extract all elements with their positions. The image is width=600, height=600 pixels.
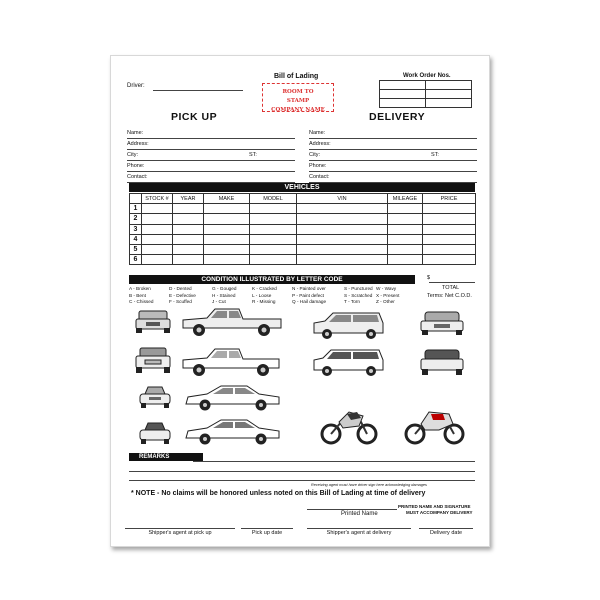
receiving-agent-note: Receiving agent must have driver sign here acknowledging damages — [311, 483, 427, 487]
condition-code: B - Bent — [129, 292, 146, 298]
sedan-front-icon — [137, 384, 173, 414]
dollar-sign: $ — [427, 275, 431, 281]
shipper-delivery-label: Shipper's agent at delivery — [326, 530, 392, 536]
condition-code: T - Torn — [344, 299, 360, 304]
driver-label: Driver: — [127, 83, 145, 89]
suv-rear-icon — [419, 348, 465, 376]
suv-side-2-icon — [311, 348, 386, 378]
condition-code: P - Paint defect — [292, 292, 324, 298]
pickup-contact-label: Contact: — [127, 174, 148, 180]
remarks-line-2[interactable] — [129, 471, 475, 472]
delivery-heading: DELIVERY — [369, 111, 426, 123]
work-order-table[interactable] — [379, 80, 472, 108]
claims-note: * NOTE - No claims will be honored unless noted on this Bill of Lading at time of delivery — [131, 490, 426, 497]
condition-code: Q - Hail damage — [292, 299, 327, 304]
truck-front-icon — [133, 309, 173, 333]
pickup-phone-label: Phone: — [127, 163, 145, 169]
motorcycle-icon — [319, 406, 379, 446]
delivery-date-label: Delivery date — [429, 530, 463, 536]
table-row: 4 — [130, 234, 476, 244]
col-price: PRICE — [423, 194, 476, 204]
table-row: 1 — [130, 204, 476, 214]
condition-code-column — [292, 286, 326, 306]
condition-code: W - Wavy — [376, 286, 397, 291]
condition-code: F - Scuffed — [169, 299, 192, 304]
delivery-city-field[interactable] — [309, 160, 477, 161]
suv-side-icon — [311, 311, 386, 341]
condition-code-column — [129, 286, 154, 306]
condition-heading: CONDITION ILLUSTRATED BY LETTER CODE — [129, 275, 415, 284]
condition-code: L - Loose — [252, 292, 272, 298]
stamp-area: ROOM TO STAMP COMPANY NAME — [262, 83, 334, 112]
delivery-contact-label: Contact: — [309, 174, 330, 180]
delivery-address-field[interactable] — [309, 149, 477, 150]
printed-name-label: Printed Name — [341, 511, 378, 517]
vehicles-header-row — [130, 194, 476, 204]
delivery-city-label: City: — [309, 152, 320, 158]
col-model: MODEL — [250, 194, 297, 204]
condition-code: N - Painted over — [292, 286, 326, 291]
condition-code-column — [252, 286, 277, 306]
delivery-address-label: Address: — [309, 141, 331, 147]
condition-code: K - Cracked — [252, 286, 277, 291]
condition-code: D - Dented — [169, 286, 192, 291]
condition-code: A - Broken — [129, 286, 151, 291]
table-row: 2 — [130, 214, 476, 224]
col-make: MAKE — [204, 194, 250, 204]
total-field[interactable] — [429, 282, 475, 283]
condition-code: H - Stained — [212, 292, 236, 298]
pickup-date-label: Pick up date — [251, 530, 283, 536]
delivery-st-label: ST: — [431, 152, 439, 158]
motorcycle-2-icon — [403, 406, 467, 446]
terms-label: Terms: Net C.O.D. — [427, 293, 472, 299]
remarks-line-3[interactable] — [129, 480, 475, 481]
pickup-heading: PICK UP — [171, 111, 218, 123]
driver-line[interactable] — [153, 90, 243, 91]
sedan-side-2-icon — [183, 418, 283, 448]
bill-of-lading-form — [110, 55, 490, 547]
delivery-date-line[interactable] — [419, 528, 473, 529]
pickup-city-field[interactable] — [127, 160, 295, 161]
suv-front-icon — [419, 310, 465, 336]
vehicles-heading: VEHICLES — [129, 183, 475, 192]
condition-code-column — [344, 286, 373, 306]
condition-code: S - Punctured — [344, 286, 373, 291]
delivery-name-label: Name: — [309, 130, 326, 136]
work-order-label: Work Order Nos. — [403, 73, 451, 79]
shipper-pickup-line[interactable] — [125, 528, 235, 529]
condition-code: G - Gouged — [212, 286, 237, 291]
pickup-truck-side-icon — [179, 306, 285, 338]
condition-code: S - Scratched — [344, 292, 373, 298]
condition-code: E - Defective — [169, 292, 196, 298]
shipper-pickup-label: Shipper's agent at pick up — [148, 530, 212, 536]
sedan-side-icon — [183, 384, 283, 414]
pickup-city-label: City: — [127, 152, 138, 158]
col-year: YEAR — [173, 194, 204, 204]
table-row: 5 — [130, 244, 476, 254]
condition-code-column — [169, 286, 196, 306]
condition-code: C - Chissed — [129, 299, 154, 304]
pickup-name-label: Name: — [127, 130, 144, 136]
pickup-name-field[interactable] — [127, 138, 295, 139]
col-stock: STOCK # — [142, 194, 173, 204]
col-mileage: MILEAGE — [388, 194, 423, 204]
condition-code: Z - Other — [376, 299, 395, 304]
condition-code-column — [212, 286, 237, 306]
vehicles-table — [129, 193, 476, 265]
pickup-st-label: ST: — [249, 152, 257, 158]
remarks-heading: REMARKS — [129, 453, 203, 461]
table-row: 3 — [130, 224, 476, 234]
pickup-date-line[interactable] — [241, 528, 293, 529]
pickup-truck-side-2-icon — [179, 346, 283, 378]
total-label: TOTAL — [442, 285, 460, 291]
printed-name-line[interactable] — [307, 509, 397, 510]
delivery-name-field[interactable] — [309, 138, 477, 139]
pickup-address-label: Address: — [127, 141, 149, 147]
shipper-delivery-line[interactable] — [307, 528, 411, 529]
condition-code: X - Present — [376, 292, 400, 298]
condition-code: J - Cut — [212, 299, 226, 304]
table-row: 6 — [130, 255, 476, 265]
condition-code: R - Missing — [252, 299, 276, 304]
pickup-phone-field[interactable] — [127, 171, 295, 172]
delivery-phone-field[interactable] — [309, 171, 477, 172]
remarks-line-1[interactable] — [193, 461, 475, 462]
truck-rear-icon — [133, 346, 173, 376]
printed-name-signature-label: PRINTED NAME AND SIGNATURE — [398, 504, 471, 509]
pickup-address-field[interactable] — [127, 149, 295, 150]
condition-code-column — [376, 286, 399, 306]
col-vin: VIN — [297, 194, 388, 204]
delivery-phone-label: Phone: — [309, 163, 327, 169]
sedan-rear-icon — [137, 420, 173, 450]
form-title: Bill of Lading — [274, 73, 319, 80]
must-accompany-label: MUST ACCOMPANY DELIVERY — [406, 510, 473, 515]
